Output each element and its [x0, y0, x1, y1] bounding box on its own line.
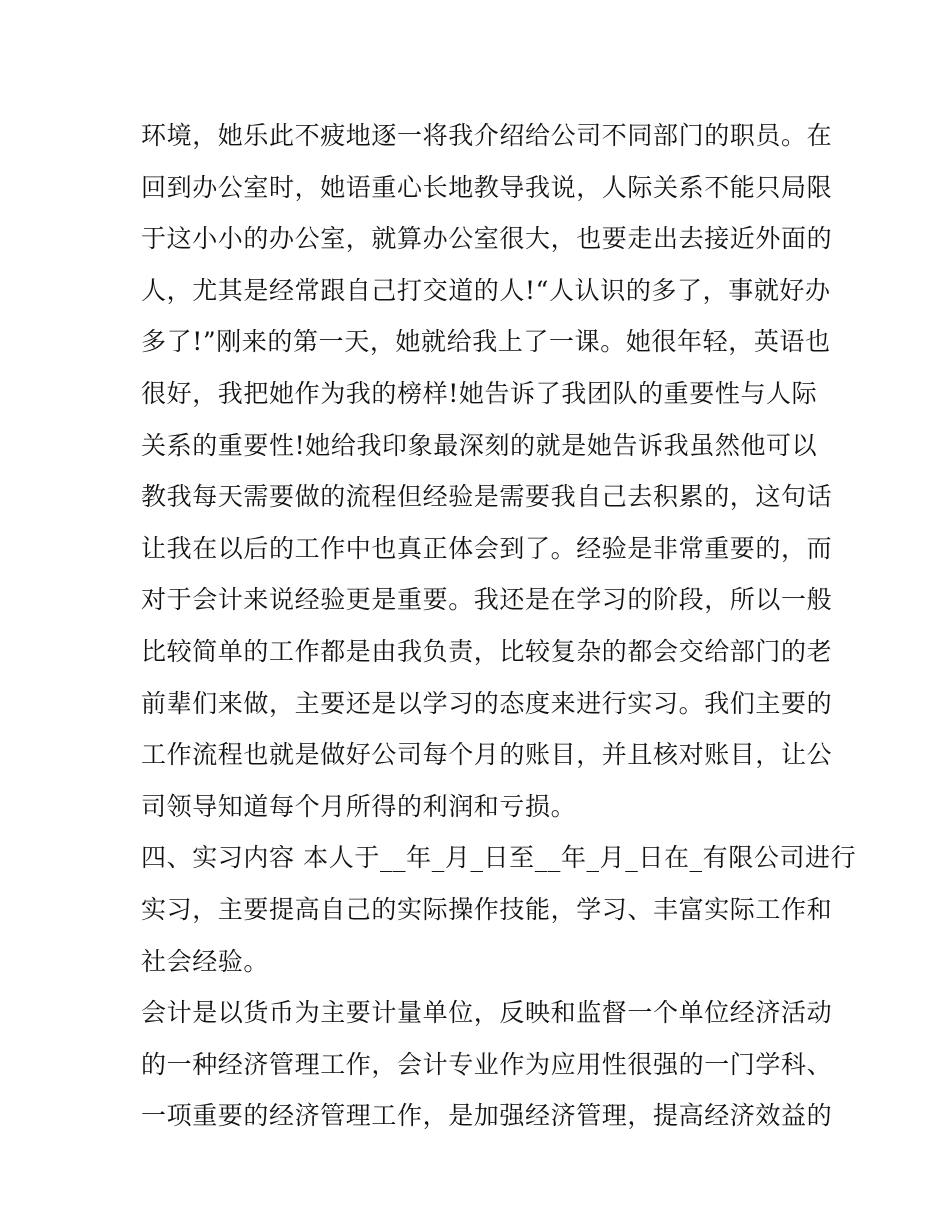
- text-line: 人，尤其是经常跟自己打交道的人!“人认识的多了，事就好办: [141, 275, 831, 305]
- text-line: 前辈们来做，主要还是以学习的态度来进行实习。我们主要的: [141, 688, 833, 718]
- text-line: 比较简单的工作都是由我负责，比较复杂的都会交给部门的老: [141, 636, 833, 666]
- text-line: 会计是以货币为主要计量单位，反映和监督一个单位经济活动: [141, 998, 833, 1028]
- text-line: 回到办公室时，她语重心长地教导我说，人际关系不能只局限: [141, 172, 833, 202]
- text-line: 实习，主要提高自己的实际操作技能，学习、丰富实际工作和: [141, 894, 833, 924]
- text-line: 的一种经济管理工作，会计专业作为应用性很强的一门学科、: [141, 1049, 833, 1079]
- section-heading-line: 四、实习内容 本人于__年_月_日至__年_月_日在_有限公司进行: [141, 843, 857, 873]
- text-line: 很好，我把她作为我的榜样!她告诉了我团队的重要性与人际: [141, 378, 818, 408]
- body-text: [141, 110, 857, 1142]
- text-line: 多了!”刚来的第一天，她就给我上了一课。她很年轻，英语也: [141, 327, 831, 357]
- text-line: 对于会计来说经验更是重要。我还是在学习的阶段，所以一般: [141, 585, 833, 615]
- text-line: 教我每天需要做的流程但经验是需要我自己去积累的，这句话: [141, 482, 833, 512]
- text-line: 司领导知道每个月所得的利润和亏损。: [141, 791, 577, 821]
- text-line: 社会经验。: [141, 946, 270, 976]
- text-line: 工作流程也就是做好公司每个月的账目，并且核对账目，让公: [141, 740, 833, 770]
- text-line: 关系的重要性!她给我印象最深刻的就是她告诉我虽然他可以: [141, 430, 818, 460]
- text-line: 让我在以后的工作中也真正体会到了。经验是非常重要的，而: [141, 533, 833, 563]
- text-line: 于这小小的办公室，就算办公室很大，也要走出去接近外面的: [141, 224, 833, 254]
- text-line: 环境，她乐此不疲地逐一将我介绍给公司不同部门的职员。在: [141, 121, 833, 150]
- text-line: 一项重要的经济管理工作，是加强经济管理，提高经济效益的: [141, 1101, 833, 1131]
